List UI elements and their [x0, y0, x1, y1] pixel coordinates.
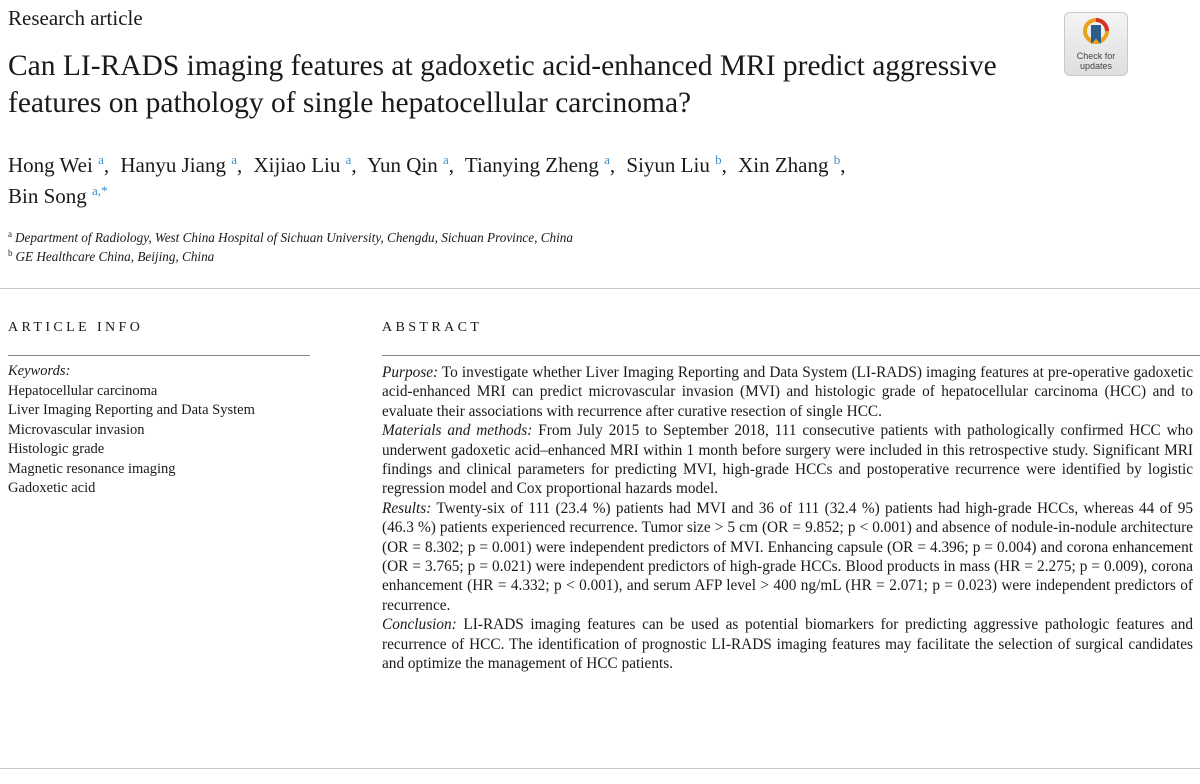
abstract-rule — [382, 355, 1200, 356]
affiliation-sup: a — [8, 228, 12, 239]
paper-title: Can LI-RADS imaging features at gadoxetic acid-enhanced MRI predict aggressive features on pathology of single hepatocellular carcinoma? — [8, 50, 997, 119]
check-for-updates-icon — [1081, 18, 1111, 50]
abstract-conclusion: Conclusion: LI-RADS imaging features can be used as potential biomarkers for predicting aggressive pathologic features and recurrence of HCC. The identification of prognostic LI-RADS imaging features may facilitate the selection of surgical candidates and optimize the management of HCC patients. — [382, 616, 1193, 673]
affiliation-item — [8, 228, 908, 247]
keyword-item[interactable]: Gadoxetic acid — [8, 480, 96, 496]
keywords-rule — [8, 355, 310, 356]
author[interactable] — [738, 153, 840, 177]
affiliation-marker[interactable]: a — [443, 152, 449, 167]
author[interactable] — [120, 153, 237, 177]
keyword-item[interactable]: Liver Imaging Reporting and Data System — [8, 402, 255, 418]
affiliation-list — [8, 228, 908, 266]
author-separator: , — [609, 153, 616, 177]
affiliation-marker[interactable]: b — [833, 152, 841, 167]
author[interactable] — [8, 184, 108, 208]
affiliation-marker[interactable]: a — [604, 152, 610, 167]
abstract-body — [382, 363, 1193, 674]
author[interactable] — [626, 153, 721, 177]
corresponding-author-marker[interactable]: * — [101, 183, 108, 198]
affiliation-sup: b — [8, 247, 13, 258]
keyword-item[interactable]: Histologic grade — [8, 441, 105, 457]
affiliation-item — [8, 247, 908, 266]
affiliation-text: Department of Radiology, West China Hospital of Sichuan University, Chengdu, Sichuan Province, China — [15, 230, 573, 245]
affiliation-marker[interactable]: a — [98, 152, 104, 167]
abstract-results: Results: Twenty-six of 111 (23.4 %) patients had MVI and 36 of 111 (32.4 %) patients had high-grade HCCs, whereas 44 of 95 (46.3 %) patients experienced recurrence. Tumor size > 5 cm (OR = 9.852; p < 0.001) and absence of nodule-in-nodule architecture (OR = 8.302; p = 0.001) were independent predictors of MVI. Enhancing capsule (OR = 4.396; p = 0.004) and corona enhancement (OR = 3.765; p = 0.021) were independent predictors of high-grade HCCs. Blood products in mass (HR = 2.275; p = 0.009), corona enhancement (HR = 4.332; p < 0.001), and serum AFP level > 400 ng/mL (HR = 2.071; p = 0.023) were independent predictors of recurrence. — [382, 499, 1193, 614]
author-list — [8, 150, 1068, 212]
article-info-heading: ARTICLE INFO — [8, 320, 144, 335]
author-separator: , — [448, 153, 455, 177]
author[interactable] — [8, 153, 104, 177]
divider — [0, 288, 1200, 289]
abstract-heading: ABSTRACT — [382, 320, 483, 335]
author-separator: , — [236, 153, 243, 177]
author-name[interactable]: Siyun Liu — [626, 153, 710, 177]
affiliation-marker[interactable]: a — [231, 152, 237, 167]
check-for-updates-label: Check for updates — [1076, 51, 1116, 71]
affiliation-marker[interactable]: a, — [92, 183, 102, 198]
affiliation-marker[interactable]: a — [345, 152, 352, 167]
author-separator: , — [103, 153, 110, 177]
author-name[interactable]: Tianying Zheng — [464, 153, 599, 177]
author-name[interactable]: Hong Wei — [8, 153, 93, 177]
divider — [0, 768, 1200, 769]
abstract-purpose: Purpose: To investigate whether Liver Imaging Reporting and Data System (LI-RADS) imaging features at pre-operative gadoxetic acid-enhanced MRI can predict microvascular invasion (MVI) and histologic grade of hepatocellular carcinoma (HCC) and to evaluate their associations with recurrence after curative resection of single HCC. — [382, 364, 1193, 420]
keywords-block — [8, 362, 310, 499]
author-separator: , — [840, 153, 846, 177]
author[interactable] — [367, 153, 449, 177]
author-name[interactable]: Xijiao Liu — [253, 153, 341, 177]
affiliation-text: GE Healthcare China, Beijing, China — [15, 249, 215, 264]
affiliation-marker[interactable]: b — [715, 152, 722, 167]
author-name[interactable]: Xin Zhang — [738, 153, 829, 177]
author-name[interactable]: Bin Song — [8, 184, 87, 208]
author-separator: , — [351, 153, 357, 177]
keyword-item[interactable]: Magnetic resonance imaging — [8, 460, 176, 477]
author[interactable] — [465, 153, 610, 177]
author[interactable] — [253, 153, 351, 177]
abstract-methods: Materials and methods: From July 2015 to September 2018, 111 consecutive patients with pathologically confirmed HCC who underwent gadoxetic acid–enhanced MRI within 1 month before surgery were included in this retrospective study. Significant MRI findings and clinical parameters for predicting MVI, high-grade HCCs and postoperative recurrence were identified by logistic regression model and Cox proportional hazards model. — [382, 422, 1193, 498]
keywords-label: Keywords: — [8, 363, 71, 379]
author-name[interactable]: Hanyu Jiang — [120, 153, 226, 177]
author-name[interactable]: Yun Qin — [367, 153, 438, 177]
check-for-updates-button[interactable] — [1064, 12, 1128, 76]
author-separator: , — [721, 153, 727, 177]
article-type-label: Research article — [8, 6, 143, 30]
keyword-item[interactable]: Hepatocellular carcinoma — [8, 382, 158, 399]
keyword-item[interactable]: Microvascular invasion — [8, 421, 145, 438]
